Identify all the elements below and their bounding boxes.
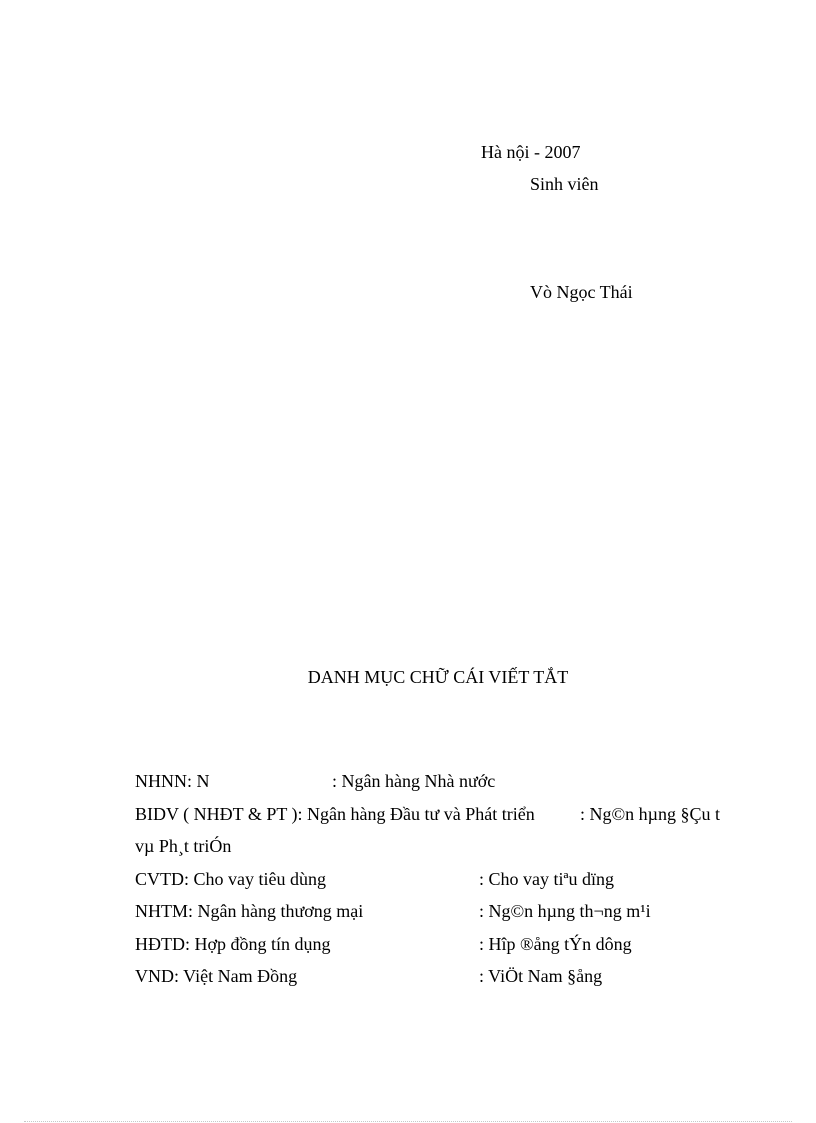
abbreviation-key: NHTM: Ngân hàng thương mại [135,901,364,921]
abbreviation-key: NHNN: N [135,771,210,791]
abbreviation-legacy-text: : Ng©n hµng §Çu t [580,803,721,824]
abbreviation-legacy-text: : Hîp ®ång tÝn dông [479,933,632,954]
signature-name: Vò Ngọc Thái [530,282,633,302]
signature-place-date: Hà nội - 2007 [481,142,581,162]
abbreviation-row [135,900,775,933]
abbreviation-list-title: DANH MỤC CHỮ CÁI VIẾT TẮT [307,667,569,687]
abbreviation-legacy-text: : ViÖt Nam §ång [479,966,603,986]
abbreviation-key: BIDV ( NHĐT & PT ): Ngân hàng Đầu tư và Phát triển [135,803,535,824]
abbreviation-key: VND: Việt Nam Đồng [135,966,298,986]
abbreviation-meaning: : Ngân hàng Nhà nước [332,771,496,791]
abbreviation-row [135,835,775,868]
abbreviation-row [135,933,775,966]
abbreviation-row [135,803,775,836]
page-bottom-divider [24,1121,792,1122]
signature-role: Sinh viên [530,174,599,194]
abbreviation-row [135,868,775,901]
abbreviation-legacy-text: : Ng©n hµng th¬ng m¹i [479,901,651,921]
abbreviation-key: CVTD: Cho vay tiêu dùng [135,868,326,889]
abbreviation-list [135,770,775,998]
abbreviation-row [135,770,775,803]
abbreviation-legacy-text: : Cho vay tiªu dïng [479,868,614,889]
abbreviation-key: HĐTD: Hợp đồng tín dụng [135,933,331,954]
abbreviation-key: vµ Ph¸t triÓn [135,836,232,856]
abbreviation-row [135,965,775,998]
